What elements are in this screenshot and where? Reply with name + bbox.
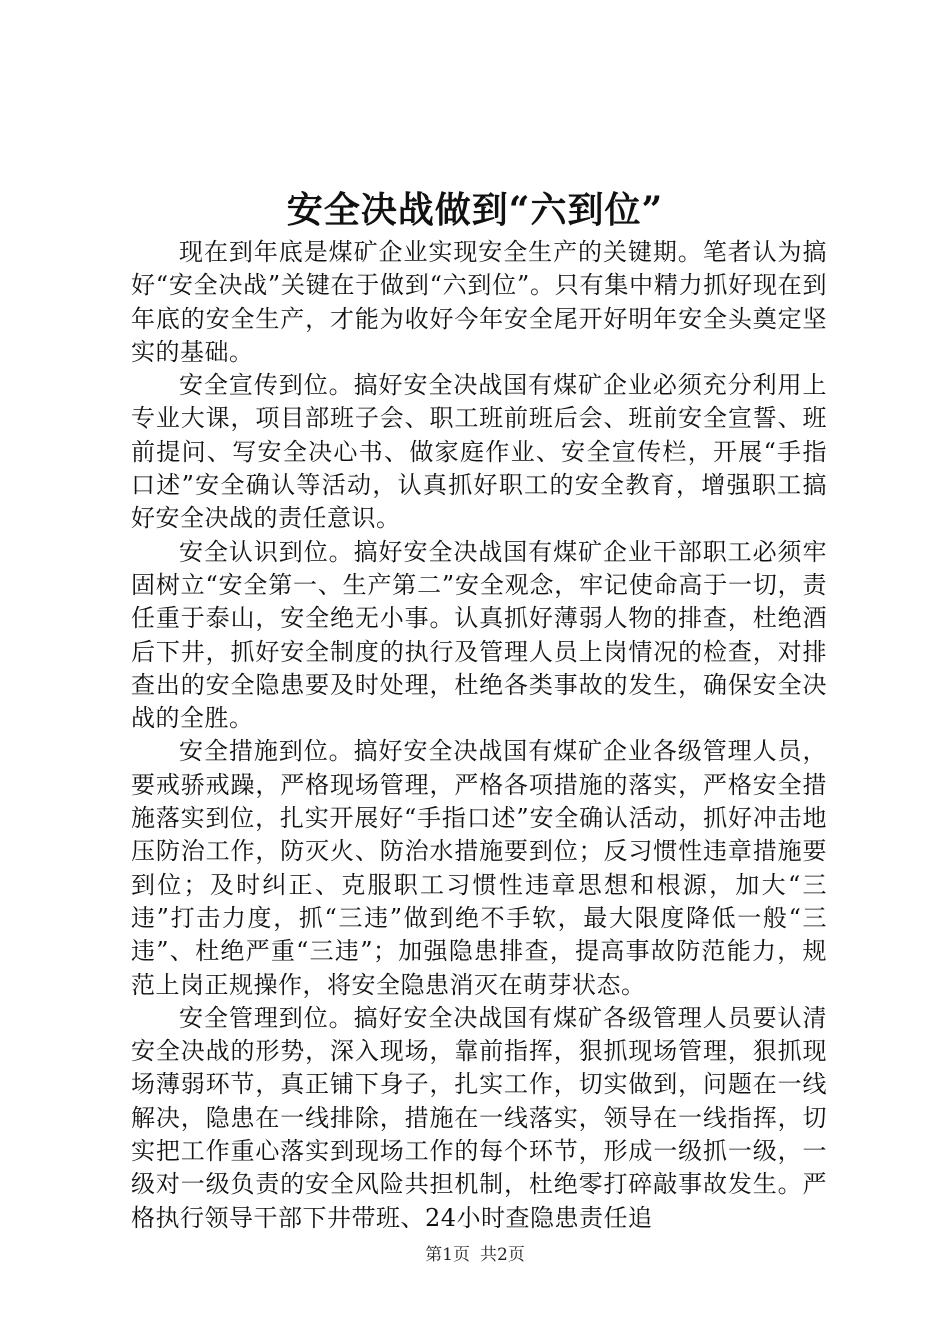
paragraph-safety-measures: 安全措施到位。搞好安全决战国有煤矿企业各级管理人员，要戒骄戒躁，严格现场管理，严格各项措施的落实，严格安全措施落实到位，扎实开展好“手指口述”安全确认活动，抓好冲击地压防治工作，防灭火、防治水措施要到位；反习惯性违章措施要到位；及时纠正、克服职工习惯性违章思想和根源，加大“三违”打击力度，抓“三违”做到绝不手软，最大限度降低一般“三违”、杜绝严重“三违”；加强隐患排查，提高事故防范能力，规范上岗正规操作，将安全隐患消灭在萌芽状态。 — [131, 737, 827, 999]
paragraph-intro: 现在到年底是煤矿企业实现安全生产的关键期。笔者认为搞好“安全决战”关键在于做到“六到位”。只有集中精力抓好现在到年底的安全生产，才能为收好今年安全尾开好明年安全头奠定坚实的基础。 — [131, 238, 827, 366]
paragraph-safety-awareness: 安全认识到位。搞好安全决战国有煤矿企业干部职工必须牢固树立“安全第一、生产第二”安全观念，牢记使命高于一切，责任重于泰山，安全绝无小事。认真抓好薄弱人物的排查，杜绝酒后下井，抓好安全制度的执行及管理人员上岗情况的检查，对排查出的安全隐患要及时处理，杜绝各类事故的发生，确保安全决战的全胜。 — [131, 537, 827, 733]
page-number: 第1页 — [425, 1245, 470, 1265]
page-total: 共2页 — [480, 1245, 525, 1265]
article-body — [131, 236, 827, 1235]
paragraph-safety-publicity: 安全宣传到位。搞好安全决战国有煤矿企业必须充分利用上专业大课，项目部班子会、职工班前班后会、班前安全宣誓、班前提问、写安全决心书、做家庭作业、安全宣传栏，开展“手指口述”安全确认等活动，认真抓好职工的安全教育，增强职工搞好安全决战的责任意识。 — [131, 371, 827, 533]
paragraph-safety-management: 安全管理到位。搞好安全决战国有煤矿各级管理人员要认清安全决战的形势，深入现场，靠前指挥，狠抓现场管理，狠抓现场薄弱环节，真正铺下身子，扎实工作，切实做到，问题在一线解决，隐患在一线排除，措施在一线落实，领导在一线指挥，切实把工作重心落实到现场工作的每个环节，形成一级抓一级，一级对一级负责的安全风险共担机制，杜绝零打碎敲事故发生。严格执行领导干部下井带班、24小时查隐患责任追 — [131, 1003, 827, 1232]
page-title: 安全决战做到“六到位” — [286, 189, 664, 231]
page-footer — [0, 1243, 950, 1267]
